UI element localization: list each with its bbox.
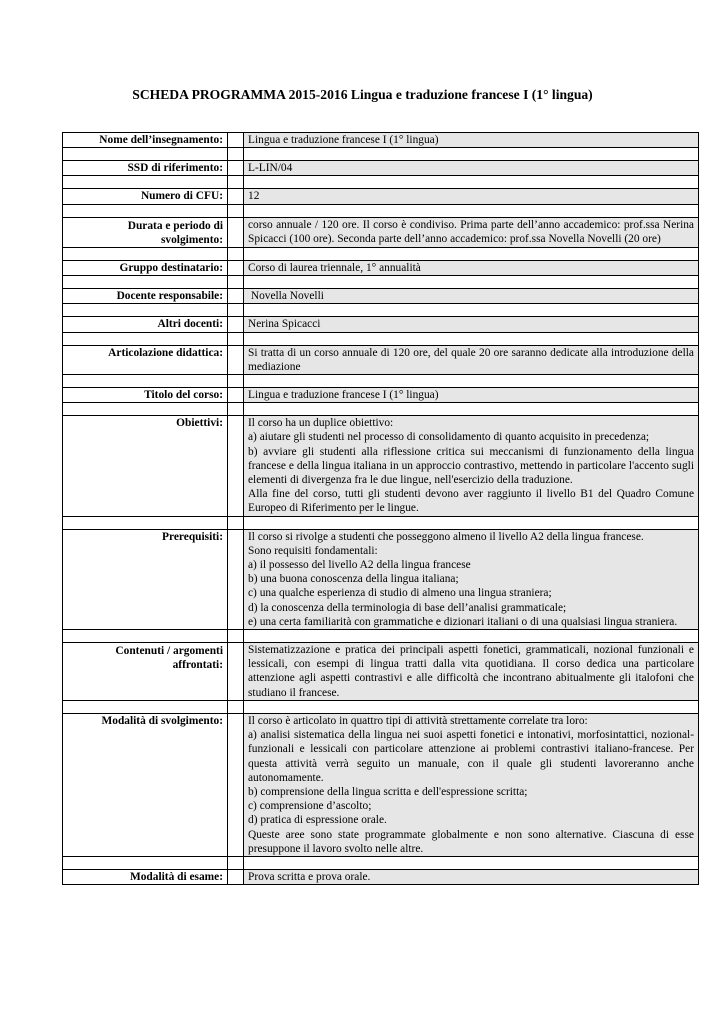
field-value: Sistematizzazione e pratica dei principali aspetti fonetici, grammaticali, nozional funzionali e lessicali, con esempi di lingua tratti dalla vita quotidiana. Il corso dedica una particolare attenzione agli aspetti contrastivi e alle difficoltà che incontrano abitualmente gli italofoni che studiano il francese. bbox=[244, 643, 699, 701]
value-line: Sono requisiti fondamentali: bbox=[248, 544, 378, 557]
row-gruppo-destinatario bbox=[63, 261, 699, 276]
row-modalita-svolgimento bbox=[63, 713, 699, 856]
value-line: Il corso si rivolge a studenti che posseggono almeno il livello A2 della lingua francese. bbox=[248, 530, 644, 543]
field-label: Docente responsabile: bbox=[63, 289, 228, 304]
value-line: a) analisi sistematica della lingua nei suoi aspetti fonetici e intonativi, morfosintattici, nozional-funzionali e lessicali con particolare attenzione ai problemi contrastivi italiano-francese. Per questa attività verrà seguito un manuale, con il quale gli studenti lavoreranno anche autonomamente. bbox=[248, 729, 694, 784]
value-line: d) la conoscenza della terminologia di base dell’analisi grammaticale; bbox=[248, 601, 567, 614]
field-label: Prerequisiti: bbox=[63, 529, 228, 629]
page-title: SCHEDA PROGRAMMA 2015-2016 Lingua e traduzione francese I (1° lingua) bbox=[132, 87, 593, 102]
value-line: Il corso è articolato in quattro tipi di attività strettamente correlate tra loro: bbox=[248, 714, 588, 727]
field-value: 12 bbox=[244, 189, 699, 204]
field-label-line: Durata e periodo di bbox=[127, 219, 223, 232]
row-durata bbox=[63, 217, 699, 247]
value-line: b) avviare gli studenti alla riflessione critica sui meccanismi di funzionamento della lingua francese e della lingua italiana in un approccio contrastivo, mettendo in particolare l'accento sugli elementi di divergenza fra le due lingue, nell'esercizio della traduzione. bbox=[248, 445, 694, 487]
row-articolazione-didattica bbox=[63, 345, 699, 374]
field-value bbox=[244, 529, 699, 629]
value-line: Il corso ha un duplice obiettivo: bbox=[248, 417, 394, 430]
value-line: Alla fine del corso, tutti gli studenti devono aver raggiunto il livello B1 del Quadro Comune Europeo di Riferimento per le lingue. bbox=[248, 488, 694, 515]
field-value: Corso di laurea triennale, 1° annualità bbox=[244, 261, 699, 276]
row-cfu bbox=[63, 189, 699, 204]
field-value bbox=[244, 416, 699, 516]
program-table bbox=[62, 132, 699, 885]
value-line: b) comprensione della lingua scritta e dell'espressione scritta; bbox=[248, 785, 528, 798]
field-label: Titolo del corso: bbox=[63, 388, 228, 403]
field-value: corso annuale / 120 ore. Il corso è condiviso. Prima parte dell’anno accademico: prof.ssa Nerina Spicacci (100 ore). Seconda parte dell’anno accademico: prof.ssa Novella Novelli (20 ore) bbox=[244, 217, 699, 247]
value-line: Queste aree sono state programmate globalmente e non sono alternative. Ciascuna di esse presuppone il lavoro svolto nelle altre. bbox=[248, 828, 694, 855]
field-value: Prova scritta e prova orale. bbox=[244, 869, 699, 884]
field-label: Gruppo destinatario: bbox=[63, 261, 228, 276]
field-label-line: Contenuti / argomenti bbox=[115, 645, 223, 658]
field-label: Modalità di svolgimento: bbox=[63, 713, 228, 856]
field-label: SSD di riferimento: bbox=[63, 161, 228, 176]
row-docente-responsabile bbox=[63, 289, 699, 304]
value-line: c) comprensione d’ascolto; bbox=[248, 800, 372, 813]
field-label: Altri docenti: bbox=[63, 317, 228, 332]
value-line: e) una certa familiarità con grammatiche e dizionari italiani o di una qualsiasi lingua straniera. bbox=[248, 615, 678, 628]
value-line: a) il possesso del livello A2 della lingua francese bbox=[248, 559, 471, 572]
field-label: Numero di CFU: bbox=[63, 189, 228, 204]
field-value: Lingua e traduzione francese I (1° lingua) bbox=[244, 388, 699, 403]
value-line: d) pratica di espressione orale. bbox=[248, 814, 387, 827]
value-line: b) una buona conoscenza della lingua italiana; bbox=[248, 573, 459, 586]
field-value: Novella Novelli bbox=[244, 289, 699, 304]
field-label: Modalità di esame: bbox=[63, 869, 228, 884]
row-altri-docenti bbox=[63, 317, 699, 332]
field-label: Nome dell’insegnamento: bbox=[63, 133, 228, 148]
field-value: Nerina Spicacci bbox=[244, 317, 699, 332]
value-line: a) aiutare gli studenti nel processo di consolidamento di quanto acquisito in precedenza; bbox=[248, 431, 650, 444]
field-label bbox=[63, 217, 228, 247]
row-obiettivi bbox=[63, 416, 699, 516]
field-label: Articolazione didattica: bbox=[63, 345, 228, 374]
field-value bbox=[244, 713, 699, 856]
field-value: Si tratta di un corso annuale di 120 ore, del quale 20 ore saranno dedicate alla introduzione della mediazione bbox=[244, 345, 699, 374]
row-nome-insegnamento bbox=[63, 133, 699, 148]
field-value: L-LIN/04 bbox=[244, 161, 699, 176]
row-titolo-corso bbox=[63, 388, 699, 403]
row-ssd bbox=[63, 161, 699, 176]
row-prerequisiti bbox=[63, 529, 699, 629]
row-modalita-esame bbox=[63, 869, 699, 884]
field-label: Obiettivi: bbox=[63, 416, 228, 516]
row-contenuti bbox=[63, 643, 699, 701]
field-label-line: svolgimento: bbox=[160, 233, 223, 246]
field-label bbox=[63, 643, 228, 701]
field-label-line: affrontati: bbox=[172, 659, 223, 672]
field-value: Lingua e traduzione francese I (1° lingua) bbox=[244, 133, 699, 148]
value-line: c) una qualche esperienza di studio di almeno una lingua straniera; bbox=[248, 587, 552, 600]
